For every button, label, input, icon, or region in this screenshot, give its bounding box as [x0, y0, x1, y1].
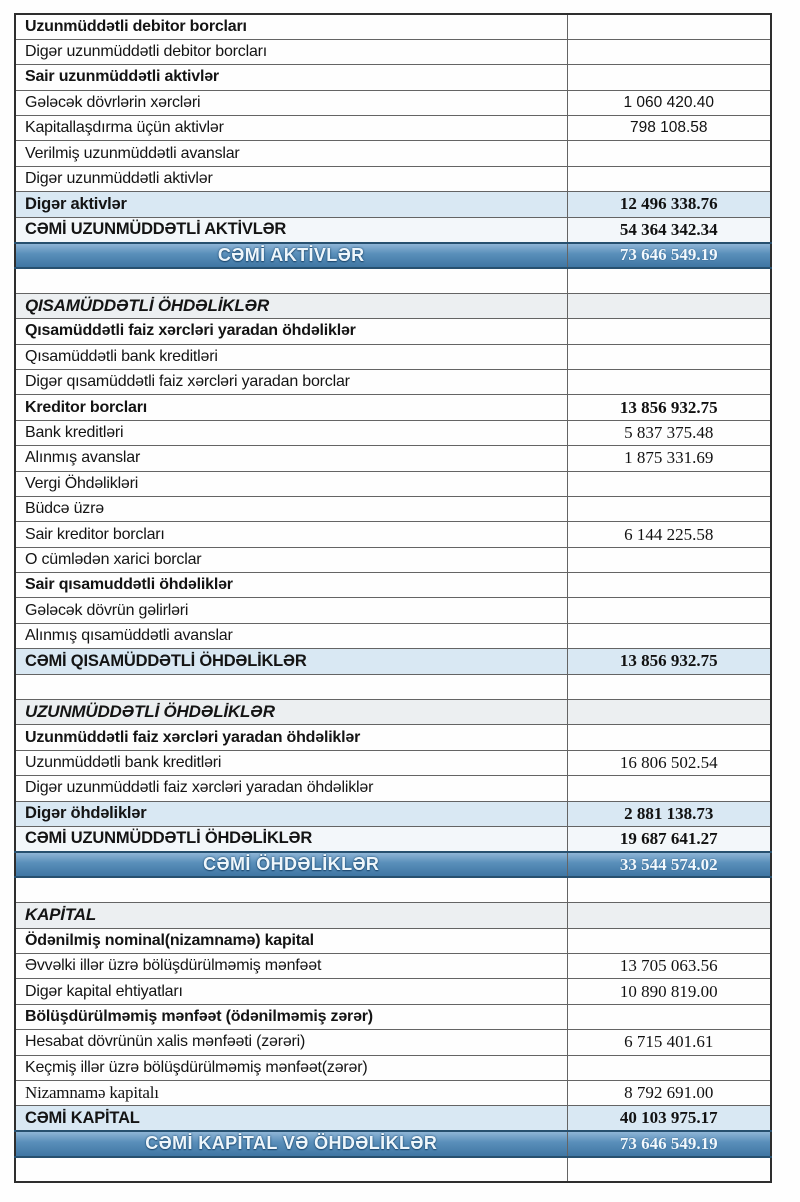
table-row: [15, 928, 771, 953]
row-label: Uzunmüddətli debitor borcları: [15, 14, 567, 39]
row-value: [567, 1004, 771, 1029]
table-row: [15, 953, 771, 978]
table-row: [15, 1055, 771, 1080]
row-value: [567, 573, 771, 598]
table-row: [15, 369, 771, 394]
row-label: Uzunmüddətli bank kreditləri: [15, 750, 567, 775]
row-label: CƏMİ KAPİTAL VƏ ÖHDƏLİKLƏR: [15, 1131, 567, 1156]
row-value: 54 364 342.34: [567, 217, 771, 242]
table-row: [15, 852, 771, 877]
row-label: UZUNMÜDDƏTLİ ÖHDƏLİKLƏR: [15, 700, 567, 725]
table-row: [15, 116, 771, 141]
row-value: 12 496 338.76: [567, 192, 771, 217]
row-label: Digər uzunmüddətli faiz xərcləri yaradan öhdəliklər: [15, 776, 567, 801]
row-value: [567, 166, 771, 191]
row-label: Bank kreditləri: [15, 420, 567, 445]
row-value: 6 715 401.61: [567, 1030, 771, 1055]
row-value: 40 103 975.17: [567, 1106, 771, 1131]
row-label: Verilmiş uzunmüddətli avanslar: [15, 141, 567, 166]
table-row: [15, 166, 771, 191]
spacer-row: [15, 268, 771, 293]
row-label: Sair qısamuddətli öhdəliklər: [15, 573, 567, 598]
row-label: Uzunmüddətli faiz xərcləri yaradan öhdəliklər: [15, 725, 567, 750]
row-label: Vergi Öhdəlikləri: [15, 471, 567, 496]
row-value: [567, 700, 771, 725]
row-label: O cümlədən xarici borclar: [15, 547, 567, 572]
table-row: [15, 39, 771, 64]
row-value: [567, 547, 771, 572]
table-row: [15, 1030, 771, 1055]
table-row: [15, 649, 771, 674]
row-label: [15, 1157, 567, 1182]
row-label: Qısamüddətli faiz xərcləri yaradan öhdəliklər: [15, 319, 567, 344]
table-row: [15, 1106, 771, 1131]
spacer-row: [15, 1157, 771, 1182]
table-row: [15, 496, 771, 521]
table-row: [15, 90, 771, 115]
row-value: 73 646 549.19: [567, 1131, 771, 1156]
table-row: [15, 1080, 771, 1105]
row-value: 798 108.58: [567, 116, 771, 141]
row-value: [567, 496, 771, 521]
spacer-row: [15, 877, 771, 902]
table-row: [15, 344, 771, 369]
row-value: [567, 14, 771, 39]
row-value: [567, 598, 771, 623]
row-label: Digər uzunmüddətli debitor borcları: [15, 39, 567, 64]
row-value: [567, 65, 771, 90]
row-value: [567, 39, 771, 64]
table-row: [15, 217, 771, 242]
row-label: [15, 877, 567, 902]
row-value: [567, 319, 771, 344]
table-row: [15, 700, 771, 725]
row-label: CƏMİ ÖHDƏLİKLƏR: [15, 852, 567, 877]
row-value: 10 890 819.00: [567, 979, 771, 1004]
row-label: Digər kapital ehtiyatları: [15, 979, 567, 1004]
table-row: [15, 319, 771, 344]
row-value: [567, 877, 771, 902]
row-value: [567, 141, 771, 166]
row-label: Gələcək dövrlərin xərcləri: [15, 90, 567, 115]
row-label: Digər uzunmüddətli aktivlər: [15, 166, 567, 191]
row-value: 5 837 375.48: [567, 420, 771, 445]
row-label: Sair uzunmüddətli aktivlər: [15, 65, 567, 90]
row-value: 6 144 225.58: [567, 522, 771, 547]
table-row: [15, 725, 771, 750]
table-row: [15, 243, 771, 268]
row-label: Digər qısamüddətli faiz xərcləri yaradan borclar: [15, 369, 567, 394]
row-value: 19 687 641.27: [567, 827, 771, 852]
row-value: [567, 623, 771, 648]
row-label: Alınmış avanslar: [15, 446, 567, 471]
row-label: Nizamnamə kapitalı: [15, 1080, 567, 1105]
table-row: [15, 141, 771, 166]
table-row: [15, 1004, 771, 1029]
table-row: [15, 522, 771, 547]
row-label: QISAMÜDDƏTLİ ÖHDƏLİKLƏR: [15, 293, 567, 318]
row-value: [567, 344, 771, 369]
row-label: CƏMİ KAPİTAL: [15, 1106, 567, 1131]
row-label: CƏMİ UZUNMÜDDƏTLİ AKTİVLƏR: [15, 217, 567, 242]
table-row: [15, 776, 771, 801]
row-label: CƏMİ QISAMÜDDƏTLİ ÖHDƏLİKLƏR: [15, 649, 567, 674]
row-value: 73 646 549.19: [567, 243, 771, 268]
row-label: Əvvəlki illər üzrə bölüşdürülməmiş mənfəət: [15, 953, 567, 978]
row-value: [567, 1055, 771, 1080]
row-value: [567, 369, 771, 394]
row-value: 13 705 063.56: [567, 953, 771, 978]
spacer-row: [15, 674, 771, 699]
row-label: Hesabat dövrünün xalis mənfəəti (zərəri): [15, 1030, 567, 1055]
row-value: 1 875 331.69: [567, 446, 771, 471]
table-row: [15, 293, 771, 318]
row-value: [567, 293, 771, 318]
table-row: [15, 14, 771, 39]
table-row: [15, 801, 771, 826]
row-label: Ödənilmiş nominal(nizamnamə) kapital: [15, 928, 567, 953]
row-value: [567, 268, 771, 293]
table-row: [15, 903, 771, 928]
table-row: [15, 192, 771, 217]
table-row: [15, 65, 771, 90]
row-value: [567, 725, 771, 750]
row-value: 33 544 574.02: [567, 852, 771, 877]
row-value: [567, 928, 771, 953]
table-row: [15, 471, 771, 496]
row-value: 13 856 932.75: [567, 395, 771, 420]
row-label: Bölüşdürülməmiş mənfəət (ödənilməmiş zərər): [15, 1004, 567, 1029]
table-row: [15, 573, 771, 598]
row-label: Qısamüddətli bank kreditləri: [15, 344, 567, 369]
row-value: [567, 776, 771, 801]
table-row: [15, 1131, 771, 1156]
row-label: Digər aktivlər: [15, 192, 567, 217]
row-value: [567, 674, 771, 699]
row-label: Gələcək dövrün gəlirləri: [15, 598, 567, 623]
row-value: 16 806 502.54: [567, 750, 771, 775]
balance-sheet-table: [14, 13, 772, 1183]
balance-sheet-rows: [15, 14, 771, 1182]
row-value: 1 060 420.40: [567, 90, 771, 115]
row-label: CƏMİ UZUNMÜDDƏTLİ ÖHDƏLİKLƏR: [15, 827, 567, 852]
row-label: CƏMİ AKTİVLƏR: [15, 243, 567, 268]
table-row: [15, 827, 771, 852]
table-row: [15, 979, 771, 1004]
row-label: [15, 674, 567, 699]
row-value: [567, 471, 771, 496]
table-row: [15, 598, 771, 623]
row-label: KAPİTAL: [15, 903, 567, 928]
row-value: [567, 1157, 771, 1182]
table-row: [15, 446, 771, 471]
row-label: Kapitallaşdırma üçün aktivlər: [15, 116, 567, 141]
row-value: 13 856 932.75: [567, 649, 771, 674]
row-label: Kreditor borcları: [15, 395, 567, 420]
row-label: Sair kreditor borcları: [15, 522, 567, 547]
row-label: Digər öhdəliklər: [15, 801, 567, 826]
row-value: [567, 903, 771, 928]
table-row: [15, 547, 771, 572]
row-label: Keçmiş illər üzrə bölüşdürülməmiş mənfəət(zərər): [15, 1055, 567, 1080]
row-label: Alınmış qısamüddətli avanslar: [15, 623, 567, 648]
row-label: Büdcə üzrə: [15, 496, 567, 521]
row-value: 8 792 691.00: [567, 1080, 771, 1105]
row-label: [15, 268, 567, 293]
table-row: [15, 395, 771, 420]
table-row: [15, 420, 771, 445]
table-row: [15, 750, 771, 775]
row-value: 2 881 138.73: [567, 801, 771, 826]
table-row: [15, 623, 771, 648]
